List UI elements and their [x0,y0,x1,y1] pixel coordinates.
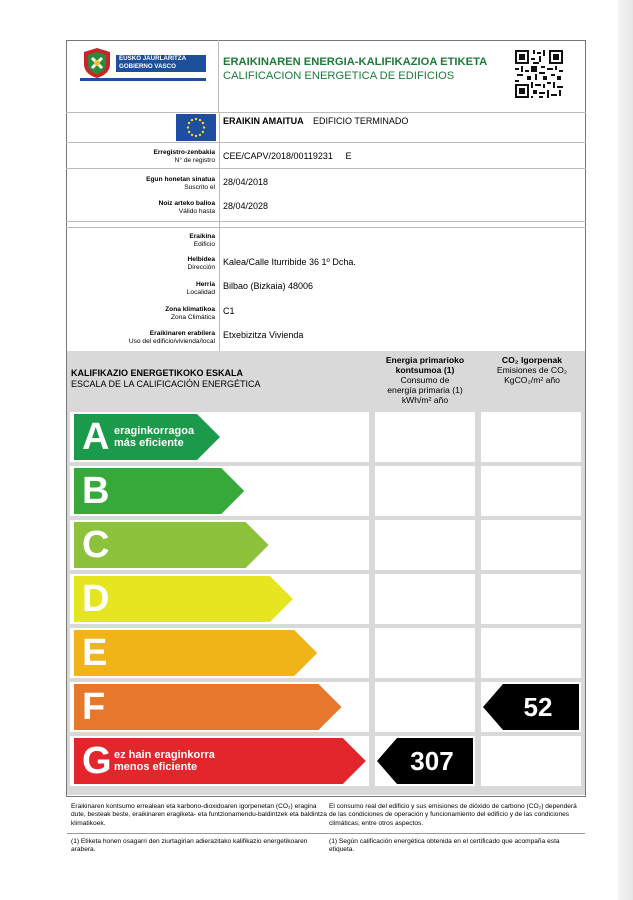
emissions-cell [481,412,581,462]
note-es-2: (1) Según calificación energética obtenida en el certificado que acompaña esta etiqueta. [329,838,560,854]
signed-date-label: Egun honetan sinatua Suscrito el [146,176,215,191]
address-label: Helbidea Dirección [187,256,215,271]
locality-value: Bilbao (Bizkaia) 48006 [223,281,314,291]
energy-class-caption: ez hain eraginkorra menos eficiente [114,749,215,773]
emissions-cell [481,736,581,786]
government-logo-text: EUSKO JAURLARITZA GOBIERNO VASCO [116,55,206,72]
note-eu-1: Eraikinaren kontsumo errealean eta karbono-dioxidoaren igorpenetan (CO₂) eragina dute, besteak beste, eraikinaren eragiketa- eta funtzionamendu-baldintzek eta baldintza klimatikoek. [71,803,327,827]
note-eu-2: (1) Etiketa honen osagarri den ziurtagirian adierazitako kalifikazio energetikoaren arabera. [71,838,308,854]
notes-divider [67,833,585,834]
title-es: CALIFICACION ENERGETICA DE EDIFICIOS [223,70,455,82]
valid-until-value: 28/04/2028 [223,201,269,211]
emissions-column-header: CO₂ Igorpenak Emisiones de CO₂ KgCO₂/m² año [496,355,568,385]
valid-until-label: Noiz arteko balioa Válido hasta [158,200,215,215]
climate-zone-label: Zona klimatikoa Zona Climática [165,306,215,321]
energy-class-letter: C [82,524,110,566]
building-use-value: Etxebizitza Vivienda [223,330,304,340]
scale-title-eu: KALIFIKAZIO ENERGETIKOKO ESKALA [71,368,244,378]
scale-title-es: ESCALA DE LA CALIFICACIÓN ENERGÉTICA [71,379,261,389]
energy-class-caption: eraginkorragoa más eficiente [114,425,195,449]
building-use-label: Eraikinaren erabilera Uso del edificio/vivienda/local [128,330,215,345]
registry-number-value: CEE/CAPV/2018/00119231 E [223,151,352,161]
logo-strip [80,78,206,81]
basque-emblem-icon [80,46,114,80]
divider [66,142,586,143]
divider [66,168,586,169]
page-edge-shadow [618,0,633,900]
emissions-cell [481,574,581,624]
consumption-cell [375,682,475,732]
address-value: Kalea/Calle Iturribide 36 1º Dcha. [223,257,356,267]
eu-flag-icon [176,114,216,141]
consumption-cell [375,412,475,462]
label-column-divider [219,112,220,351]
signed-date-value: 28/04/2018 [223,177,269,187]
consumption-cell [375,628,475,678]
divider [66,112,586,113]
note-es-1: El consumo real del edificio y sus emisiones de dióxido de carbono (CO₂) dependerá de las condiciones de operación y funcionamiento del edificio y de las condiciones climáticas, entre otros aspectos. [329,803,577,827]
energy-class-letter: G [82,740,112,782]
energy-class-letter: D [82,578,110,620]
emissions-cell [481,466,581,516]
consumption-value: 307 [410,746,454,776]
energy-class-letter: B [82,470,110,512]
energy-class-arrow-e [74,630,317,676]
energy-class-letter: F [82,686,106,728]
emissions-cell [481,520,581,570]
status-es: EDIFICIO TERMINADO [313,116,409,126]
consumption-cell [375,466,475,516]
consumption-cell [375,574,475,624]
climate-zone-value: C1 [223,306,235,316]
title-eu: ERAIKINAREN ENERGIA-KALIFIKAZIOA ETIKETA [223,56,488,68]
emissions-value: 52 [523,692,553,722]
status-eu: ERAIKIN AMAITUA [223,116,304,126]
building-section-label: Eraikina Edificio [189,233,215,248]
energy-class-letter: E [82,632,108,674]
consumption-cell [375,520,475,570]
energy-class-arrow-f [74,684,342,730]
qr-code-icon [515,50,563,98]
locality-label: Herria Localidad [186,281,215,296]
divider [66,221,586,222]
registry-number-label: Erregistro-zenbakia N° de registro [153,149,215,164]
emissions-cell [481,628,581,678]
energy-class-letter: A [82,416,110,458]
divider [66,227,586,228]
consumption-column-header: Energia primarioko kontsumoa (1) Consumo de energía primaria (1) kWh/m² año [385,355,465,405]
